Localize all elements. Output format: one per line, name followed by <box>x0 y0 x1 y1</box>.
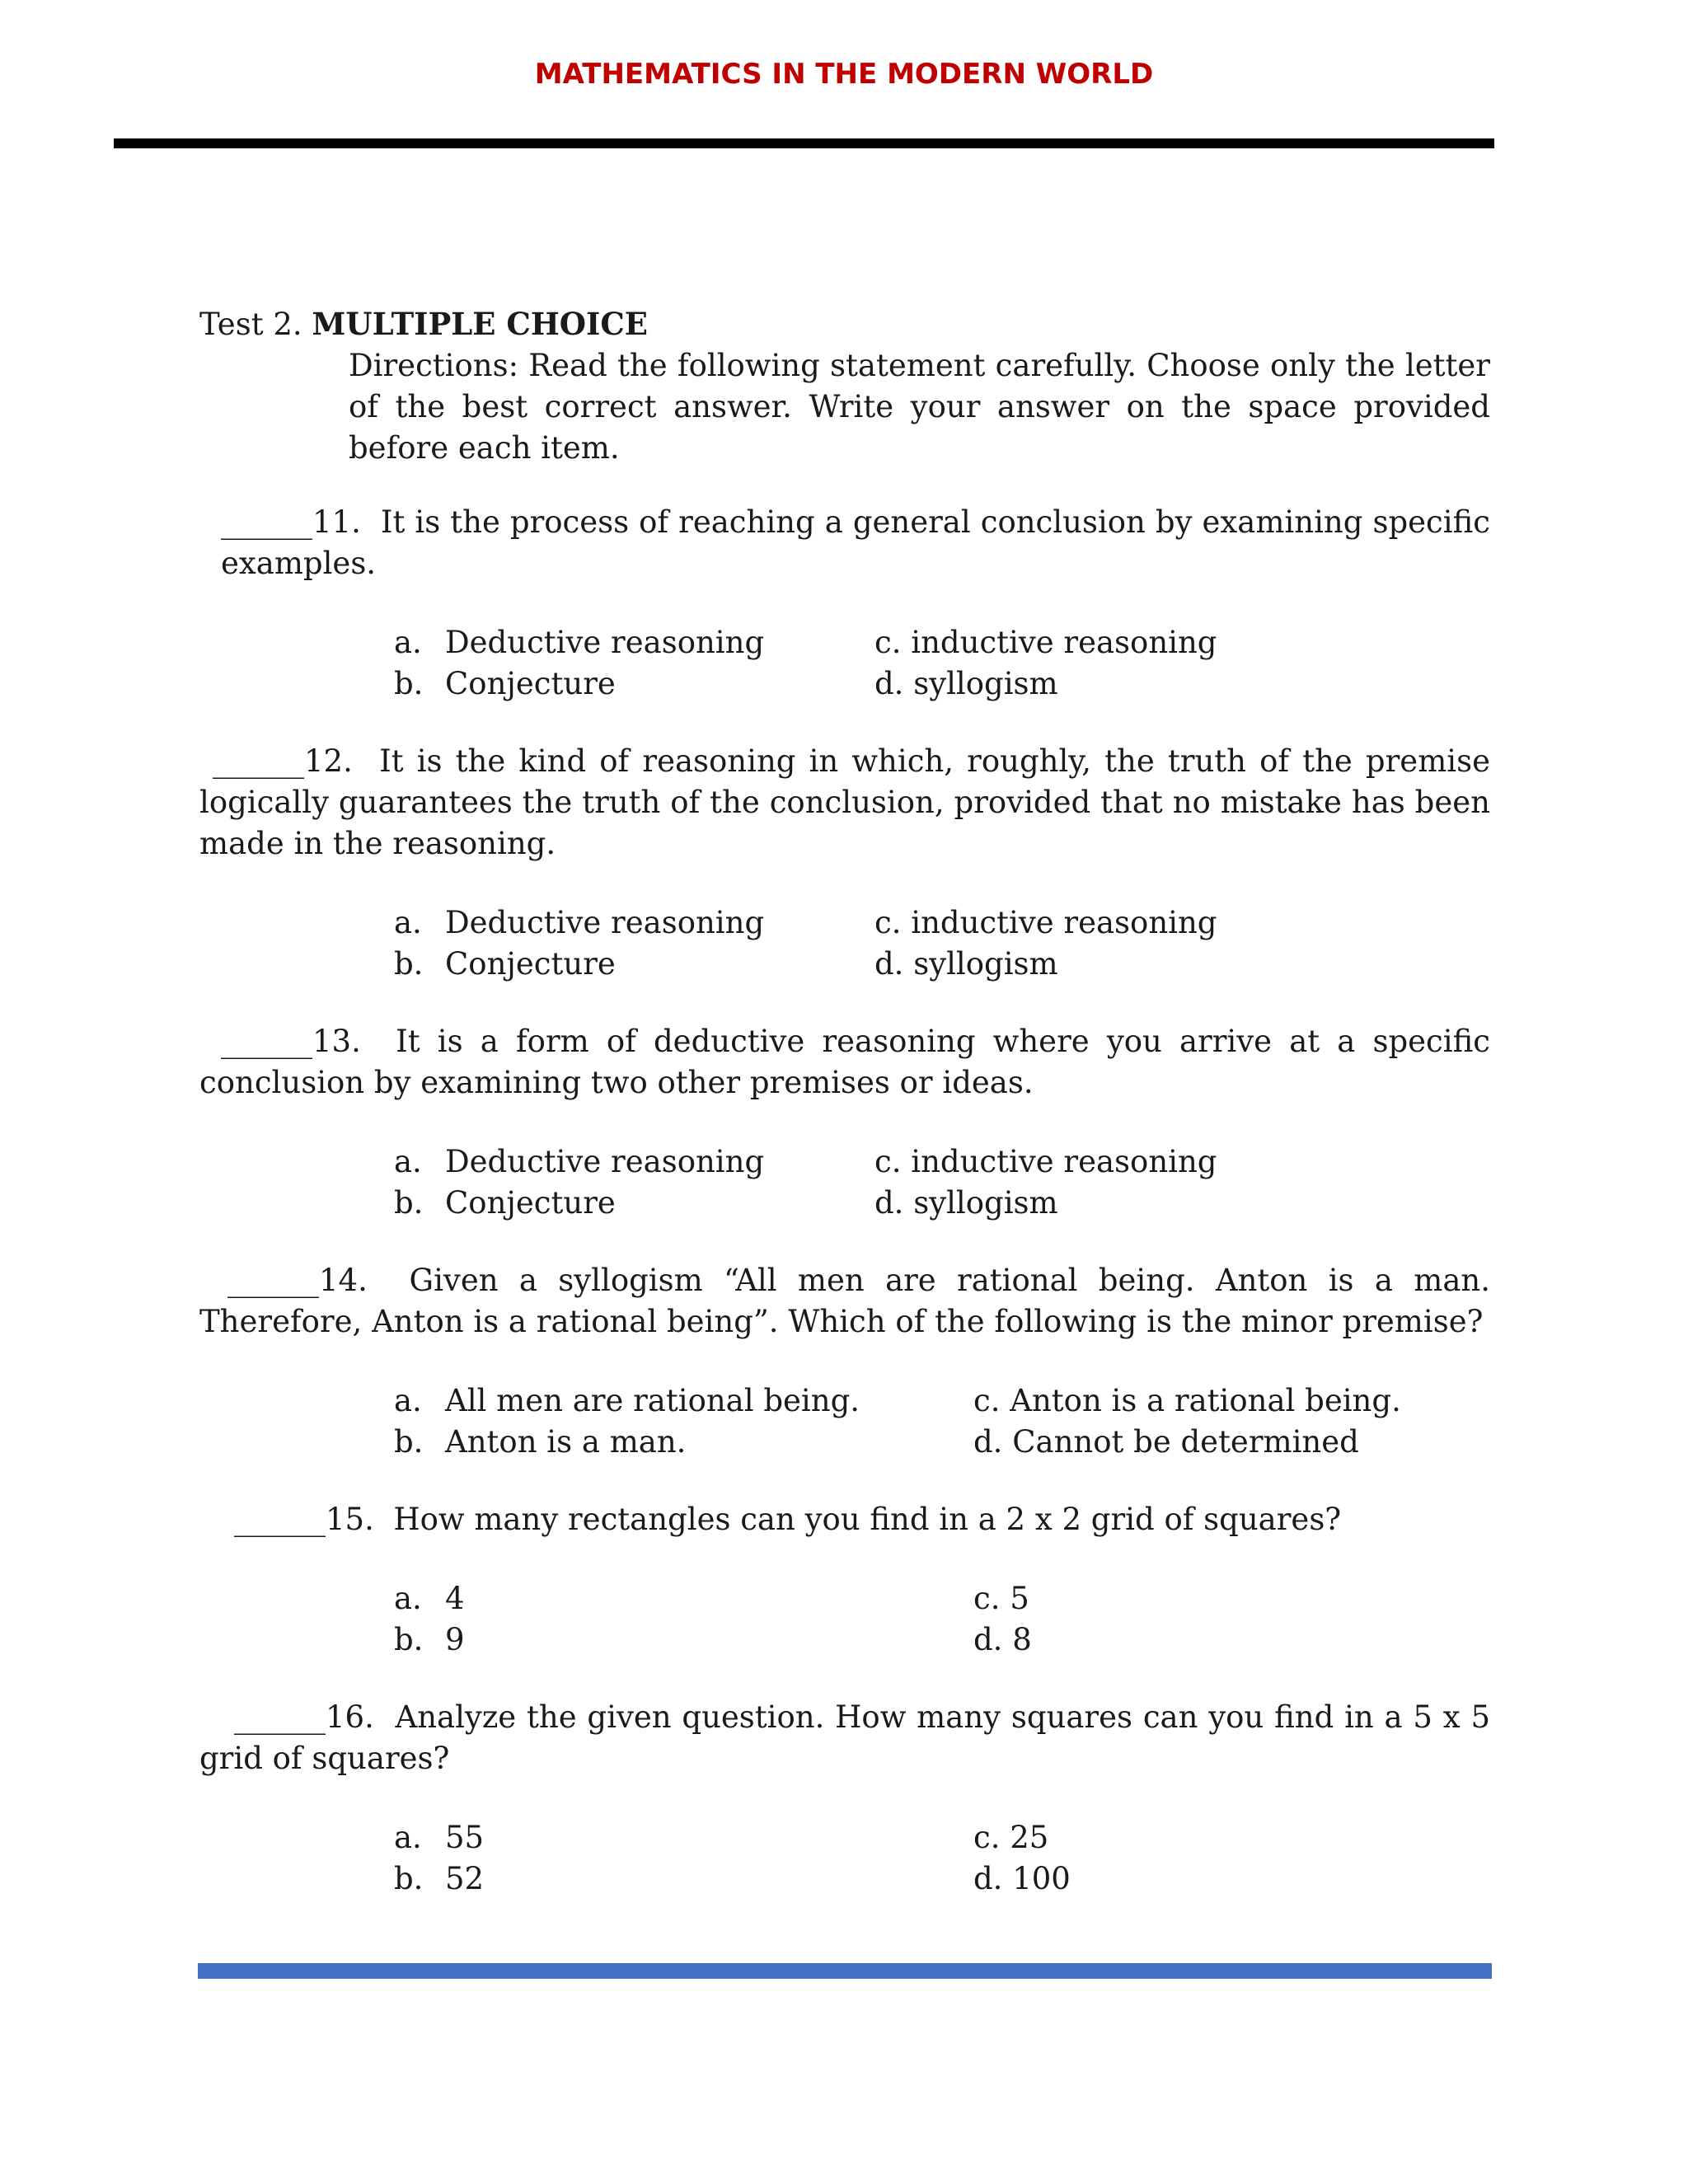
answer-blank[interactable]: ______ <box>234 1699 326 1735</box>
question-11 <box>199 502 1490 584</box>
question-number: 15. <box>326 1502 374 1537</box>
option-d: d. 100 <box>973 1861 1071 1896</box>
answer-blank[interactable]: ______ <box>234 1502 326 1537</box>
option-b-letter: b. <box>394 1861 424 1896</box>
option-b-letter: b. <box>394 1424 424 1460</box>
option-c: c. inductive reasoning <box>874 905 1217 940</box>
question-text: How many rectangles can you find in a 2 x 2 grid of squares? <box>393 1502 1342 1537</box>
question-16-options <box>199 1817 1490 1900</box>
question-14-options <box>199 1380 1490 1463</box>
test-label: Test 2. <box>199 307 302 342</box>
option-b: 52 <box>445 1861 485 1896</box>
option-a-letter: a. <box>394 1820 422 1855</box>
option-c: c. 5 <box>973 1581 1029 1616</box>
option-d: d. Cannot be determined <box>973 1424 1359 1460</box>
option-d: d. syllogism <box>874 1185 1058 1221</box>
answer-blank[interactable]: ______ <box>221 504 312 540</box>
answer-blank[interactable]: ______ <box>221 1024 312 1059</box>
option-c: c. 25 <box>973 1820 1049 1855</box>
option-a: All men are rational being. <box>445 1383 860 1418</box>
answer-blank[interactable]: ______ <box>213 743 304 779</box>
question-15-options <box>199 1578 1490 1661</box>
question-number: 11. <box>312 504 361 540</box>
question-text: Given a syllogism “All men are rational being. Anton is a man. Therefore, Anton is a rational being”. Which of the following is the minor premise? <box>199 1263 1491 1339</box>
option-a: 4 <box>445 1581 465 1616</box>
question-number: 16. <box>326 1699 374 1735</box>
footer-divider <box>198 1963 1492 1979</box>
test-heading <box>199 303 1490 345</box>
answer-blank[interactable]: ______ <box>227 1263 319 1298</box>
question-13 <box>199 1021 1490 1104</box>
question-number: 12. <box>304 743 353 779</box>
option-b-letter: b. <box>394 1185 424 1221</box>
question-11-options <box>199 622 1490 705</box>
test-title: MULTIPLE CHOICE <box>312 306 648 342</box>
question-number: 13. <box>312 1024 361 1059</box>
option-a-letter: a. <box>394 1581 422 1616</box>
question-text: Analyze the given question. How many squares can you find in a 5 x 5 grid of squares? <box>199 1699 1490 1776</box>
question-16 <box>199 1697 1490 1779</box>
option-d: d. 8 <box>973 1622 1032 1657</box>
option-d: d. syllogism <box>874 946 1058 982</box>
question-13-options <box>199 1141 1490 1224</box>
option-b: Anton is a man. <box>445 1424 687 1460</box>
option-b: Conjecture <box>445 1185 616 1221</box>
option-a-letter: a. <box>394 1144 422 1179</box>
option-a: Deductive reasoning <box>445 1144 765 1179</box>
option-d: d. syllogism <box>874 666 1058 701</box>
question-text: It is the process of reaching a general conclusion by examining specific examples. <box>221 504 1490 581</box>
test-content <box>199 303 1490 1900</box>
question-text: It is the kind of reasoning in which, roughly, the truth of the premise logically guarantees the truth of the conclusion, provided that no mistake has been made in the reasoning. <box>199 743 1490 861</box>
page-header-title: MATHEMATICS IN THE MODERN WORLD <box>534 58 1154 91</box>
option-b: Conjecture <box>445 666 616 701</box>
option-a: 55 <box>445 1820 485 1855</box>
question-14 <box>199 1260 1490 1343</box>
question-text: It is a form of deductive reasoning where you arrive at a specific conclusion by examining two other premises or ideas. <box>199 1024 1490 1100</box>
option-b-letter: b. <box>394 666 424 701</box>
option-a-letter: a. <box>394 625 422 660</box>
question-15 <box>199 1499 1490 1540</box>
question-12 <box>199 741 1490 865</box>
option-a: Deductive reasoning <box>445 905 765 940</box>
option-b-letter: b. <box>394 1622 424 1657</box>
test-directions: Directions: Read the following statement carefully. Choose only the letter of the best correct answer. Write your answer on the space provided before each item. <box>349 348 1490 466</box>
option-a-letter: a. <box>394 1383 422 1418</box>
question-number: 14. <box>319 1263 368 1298</box>
option-b: Conjecture <box>445 946 616 982</box>
option-c: c. inductive reasoning <box>874 625 1217 660</box>
option-c: c. Anton is a rational being. <box>973 1383 1401 1418</box>
header-divider <box>114 138 1494 148</box>
option-b: 9 <box>445 1622 465 1657</box>
question-12-options <box>199 902 1490 985</box>
option-c: c. inductive reasoning <box>874 1144 1217 1179</box>
option-a: Deductive reasoning <box>445 625 765 660</box>
option-a-letter: a. <box>394 905 422 940</box>
option-b-letter: b. <box>394 946 424 982</box>
